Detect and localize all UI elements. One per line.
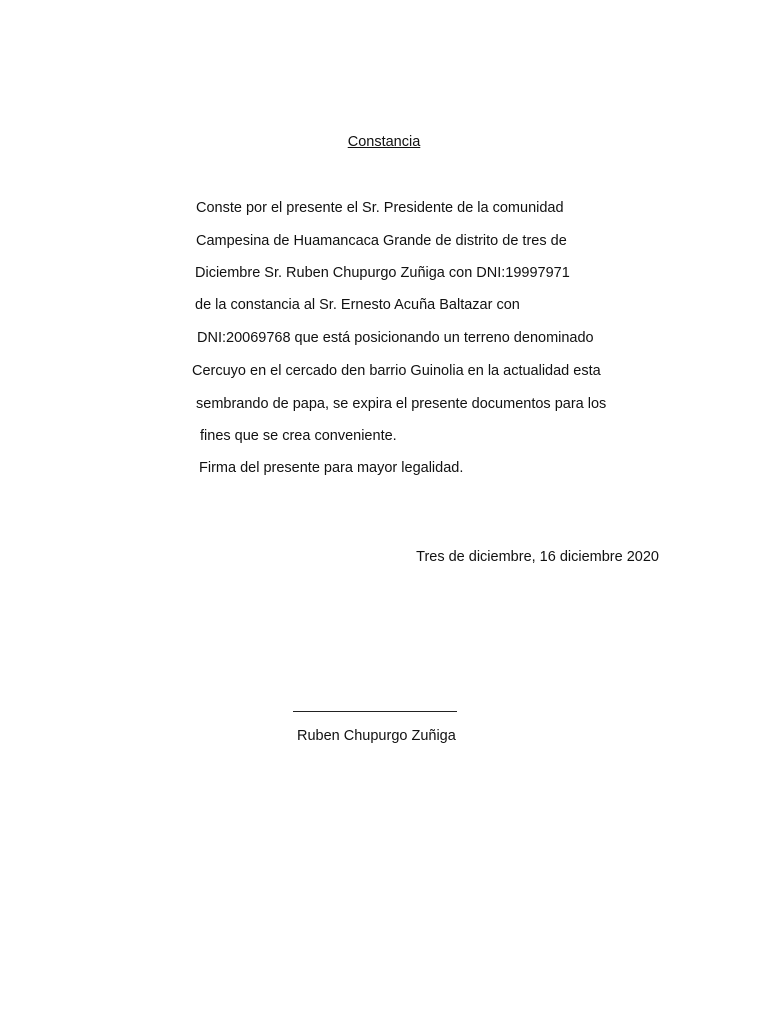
body-line-8: fines que se crea conveniente. [200,428,397,444]
body-line-1: Conste por el presente el Sr. Presidente de la comunidad [196,200,564,216]
signature-line [293,711,457,712]
signature-name: Ruben Chupurgo Zuñiga [297,728,456,744]
body-line-9: Firma del presente para mayor legalidad. [199,460,464,476]
body-line-2: Campesina de Huamancaca Grande de distrito de tres de [196,233,567,249]
date-line: Tres de diciembre, 16 diciembre 2020 [416,549,659,565]
body-line-4: de la constancia al Sr. Ernesto Acuña Baltazar con [195,297,520,313]
body-line-7: sembrando de papa, se expira el presente documentos para los [196,396,607,412]
body-line-6: Cercuyo en el cercado den barrio Guinolia en la actualidad esta [192,363,601,379]
body-line-3: Diciembre Sr. Ruben Chupurgo Zuñiga con DNI:19997971 [195,265,570,281]
document-title: Constancia [347,134,421,150]
body-line-5: DNI:20069768 que está posicionando un terreno denominado [197,330,594,346]
